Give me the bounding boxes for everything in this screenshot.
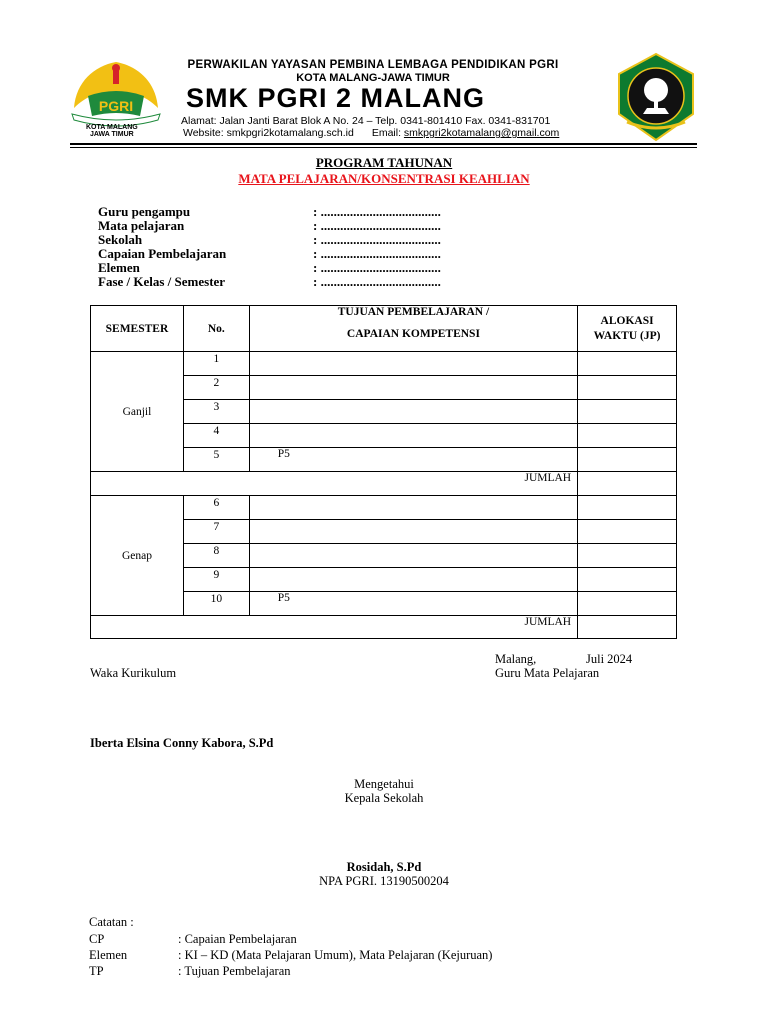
field-label-elemen: Elemen [98,260,140,275]
alokasi-cell[interactable] [578,544,677,568]
kepsek-title: Kepala Sekolah [344,791,424,805]
school-name: SMK PGRI 2 MALANG [186,83,486,113]
row-number: 10 [210,593,223,605]
guru-title: Guru Mata Pelajaran [495,666,600,680]
field-label-guru: Guru pengampu [98,204,191,219]
school-contact [183,127,559,139]
tp-cell[interactable] [249,496,577,520]
field-value-sekolah: : ..................................... [313,232,441,247]
kepsek-npa: NPA PGRI. 13190500204 [319,874,449,888]
tp-cell[interactable] [249,424,577,448]
note-desc-elemen: : KI – KD (Mata Pelajaran Umum), Mata Pelajaran (Kejuruan) [178,948,493,962]
foundation-line: PERWAKILAN YAYASAN PEMBINA LEMBAGA PENDIDIKAN PGRI [187,59,559,71]
row-number: 3 [213,401,220,413]
pgri-logo-caption-1: KOTA MALANG [86,124,138,131]
alokasi-cell[interactable] [578,592,677,616]
email-link[interactable]: smkpgri2kotamalang@gmail.com [403,127,560,139]
field-value-cp: : ..................................... [313,246,441,261]
tp-cell[interactable] [249,376,577,400]
jumlah-row [91,616,677,639]
header-tp [249,306,577,352]
row-number: 4 [213,425,220,437]
field-label-fase: Fase / Kelas / Semester [98,274,226,289]
field-value-mapel: : ..................................... [313,218,441,233]
notes-title: Catatan : [89,915,134,929]
note-term-cp: CP [89,932,105,946]
jumlah-label: JUMLAH [91,472,578,496]
tp-cell[interactable] [249,352,577,376]
alokasi-cell[interactable] [578,520,677,544]
alokasi-cell[interactable] [578,400,677,424]
field-label-mapel: Mata pelajaran [98,218,185,233]
jumlah-label: JUMLAH [91,616,578,639]
semester-genap: Genap [91,496,184,616]
row-number: 1 [213,353,220,365]
field-value-fase: : ..................................... [313,274,441,289]
header-alokasi-line1: ALOKASI [600,314,654,327]
note-term-tp: TP [89,964,104,978]
field-label-cp: Capaian Pembelajaran [98,246,227,261]
jumlah-value-cell[interactable] [578,616,677,639]
alokasi-cell[interactable] [578,424,677,448]
header-tp-line2: CAPAIAN KOMPETENSI [346,328,480,340]
tp-cell[interactable]: P5 [249,448,577,472]
waka-name: Iberta Elsina Conny Kabora, S.Pd [90,736,274,750]
pgri-logo-caption-2: JAWA TIMUR [90,131,134,138]
header-rule-thin [70,147,697,148]
tp-cell[interactable] [249,568,577,592]
tp-cell[interactable] [249,544,577,568]
table-row [91,352,677,376]
header-rule-thick [70,143,697,145]
kepsek-name: Rosidah, S.Pd [346,860,422,874]
alokasi-cell[interactable] [578,448,677,472]
website-text: Website: smkpgri2kotamalang.sch.id [183,127,354,139]
alokasi-cell[interactable] [578,376,677,400]
semester-ganjil: Ganjil [91,352,184,472]
note-term-elemen: Elemen [89,948,128,962]
tp-cell[interactable]: P5 [249,592,577,616]
field-value-guru: : ..................................... [313,204,441,219]
note-desc-tp: : Tujuan Pembelajaran [178,964,291,978]
jumlah-value-cell[interactable] [578,472,677,496]
header-alokasi [578,306,677,352]
doc-subtitle: MATA PELAJARAN/KONSENTRASI KEAHLIAN [238,171,530,186]
row-number: 2 [213,377,220,389]
header-tp-line1: TUJUAN PEMBELAJARAN / [337,306,490,318]
field-value-elemen: : ..................................... [313,260,441,275]
school-address: Alamat: Jalan Janti Barat Blok A No. 24 – Telp. 0341-801410 Fax. 0341-831701 [181,115,551,127]
row-number: 6 [213,497,220,509]
sign-date: Juli 2024 [586,652,633,666]
header-no: No. [183,306,249,352]
note-desc-cp: : Capaian Pembelajaran [178,932,297,946]
sign-place: Malang, [495,652,537,666]
row-number: 5 [213,449,220,461]
header-semester: SEMESTER [91,306,184,352]
header-alokasi-line2: WAKTU (JP) [593,329,661,342]
city-line: KOTA MALANG-JAWA TIMUR [296,72,450,84]
waka-title: Waka Kurikulum [90,666,177,680]
alokasi-cell[interactable] [578,496,677,520]
table-row [91,496,677,520]
field-label-sekolah: Sekolah [98,232,143,247]
table-header-row [91,306,677,352]
row-number: 9 [213,569,220,581]
alokasi-cell[interactable] [578,352,677,376]
doc-title: PROGRAM TAHUNAN [315,155,453,170]
mengetahui-label: Mengetahui [354,777,414,791]
program-table [90,305,677,639]
tp-cell[interactable] [249,400,577,424]
alokasi-cell[interactable] [578,568,677,592]
row-number: 7 [213,521,220,533]
email-label: Email: [371,127,401,139]
jumlah-row [91,472,677,496]
row-number: 8 [213,545,220,557]
tp-cell[interactable] [249,520,577,544]
svg-text:PGRI: PGRI [98,98,134,114]
